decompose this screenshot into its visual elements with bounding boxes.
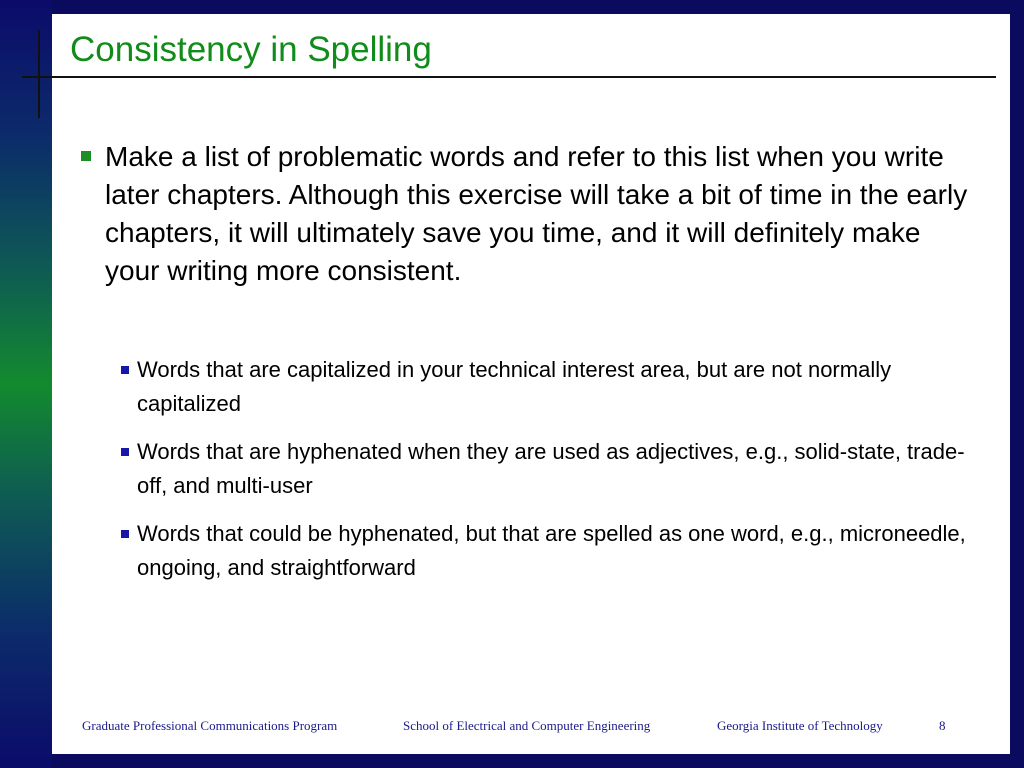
sub-bullet-1: Words that are capitalized in your technical interest area, but are not normally capitalized	[137, 357, 892, 416]
sub-bullet-square-icon	[121, 530, 129, 538]
footer-school: School of Electrical and Computer Engineering	[403, 718, 651, 733]
main-bullet-square-icon	[81, 151, 91, 161]
main-bullet-text: Make a list of problematic words and refer to this list when you write later chapters. Although this exercise will take a bit of time in the early chapters, it will ultimately save you time, and it will definitely make your writing more consistent.	[105, 141, 968, 286]
sub-bullet-square-icon	[121, 366, 129, 374]
footer-page-number: 8	[939, 718, 946, 733]
sub-bullet-2: Words that are hyphenated when they are used as adjectives, e.g., solid-state, trade-off, and multi-user	[137, 439, 965, 498]
footer-institute: Georgia Institute of Technology	[717, 718, 883, 733]
footer-program: Graduate Professional Communications Program	[82, 718, 338, 733]
sub-bullet-square-icon	[121, 448, 129, 456]
slide-title: Consistency in Spelling	[70, 30, 432, 69]
sub-bullet-3: Words that could be hyphenated, but that are spelled as one word, e.g., microneedle, ongoing, and straightforward	[137, 521, 966, 580]
